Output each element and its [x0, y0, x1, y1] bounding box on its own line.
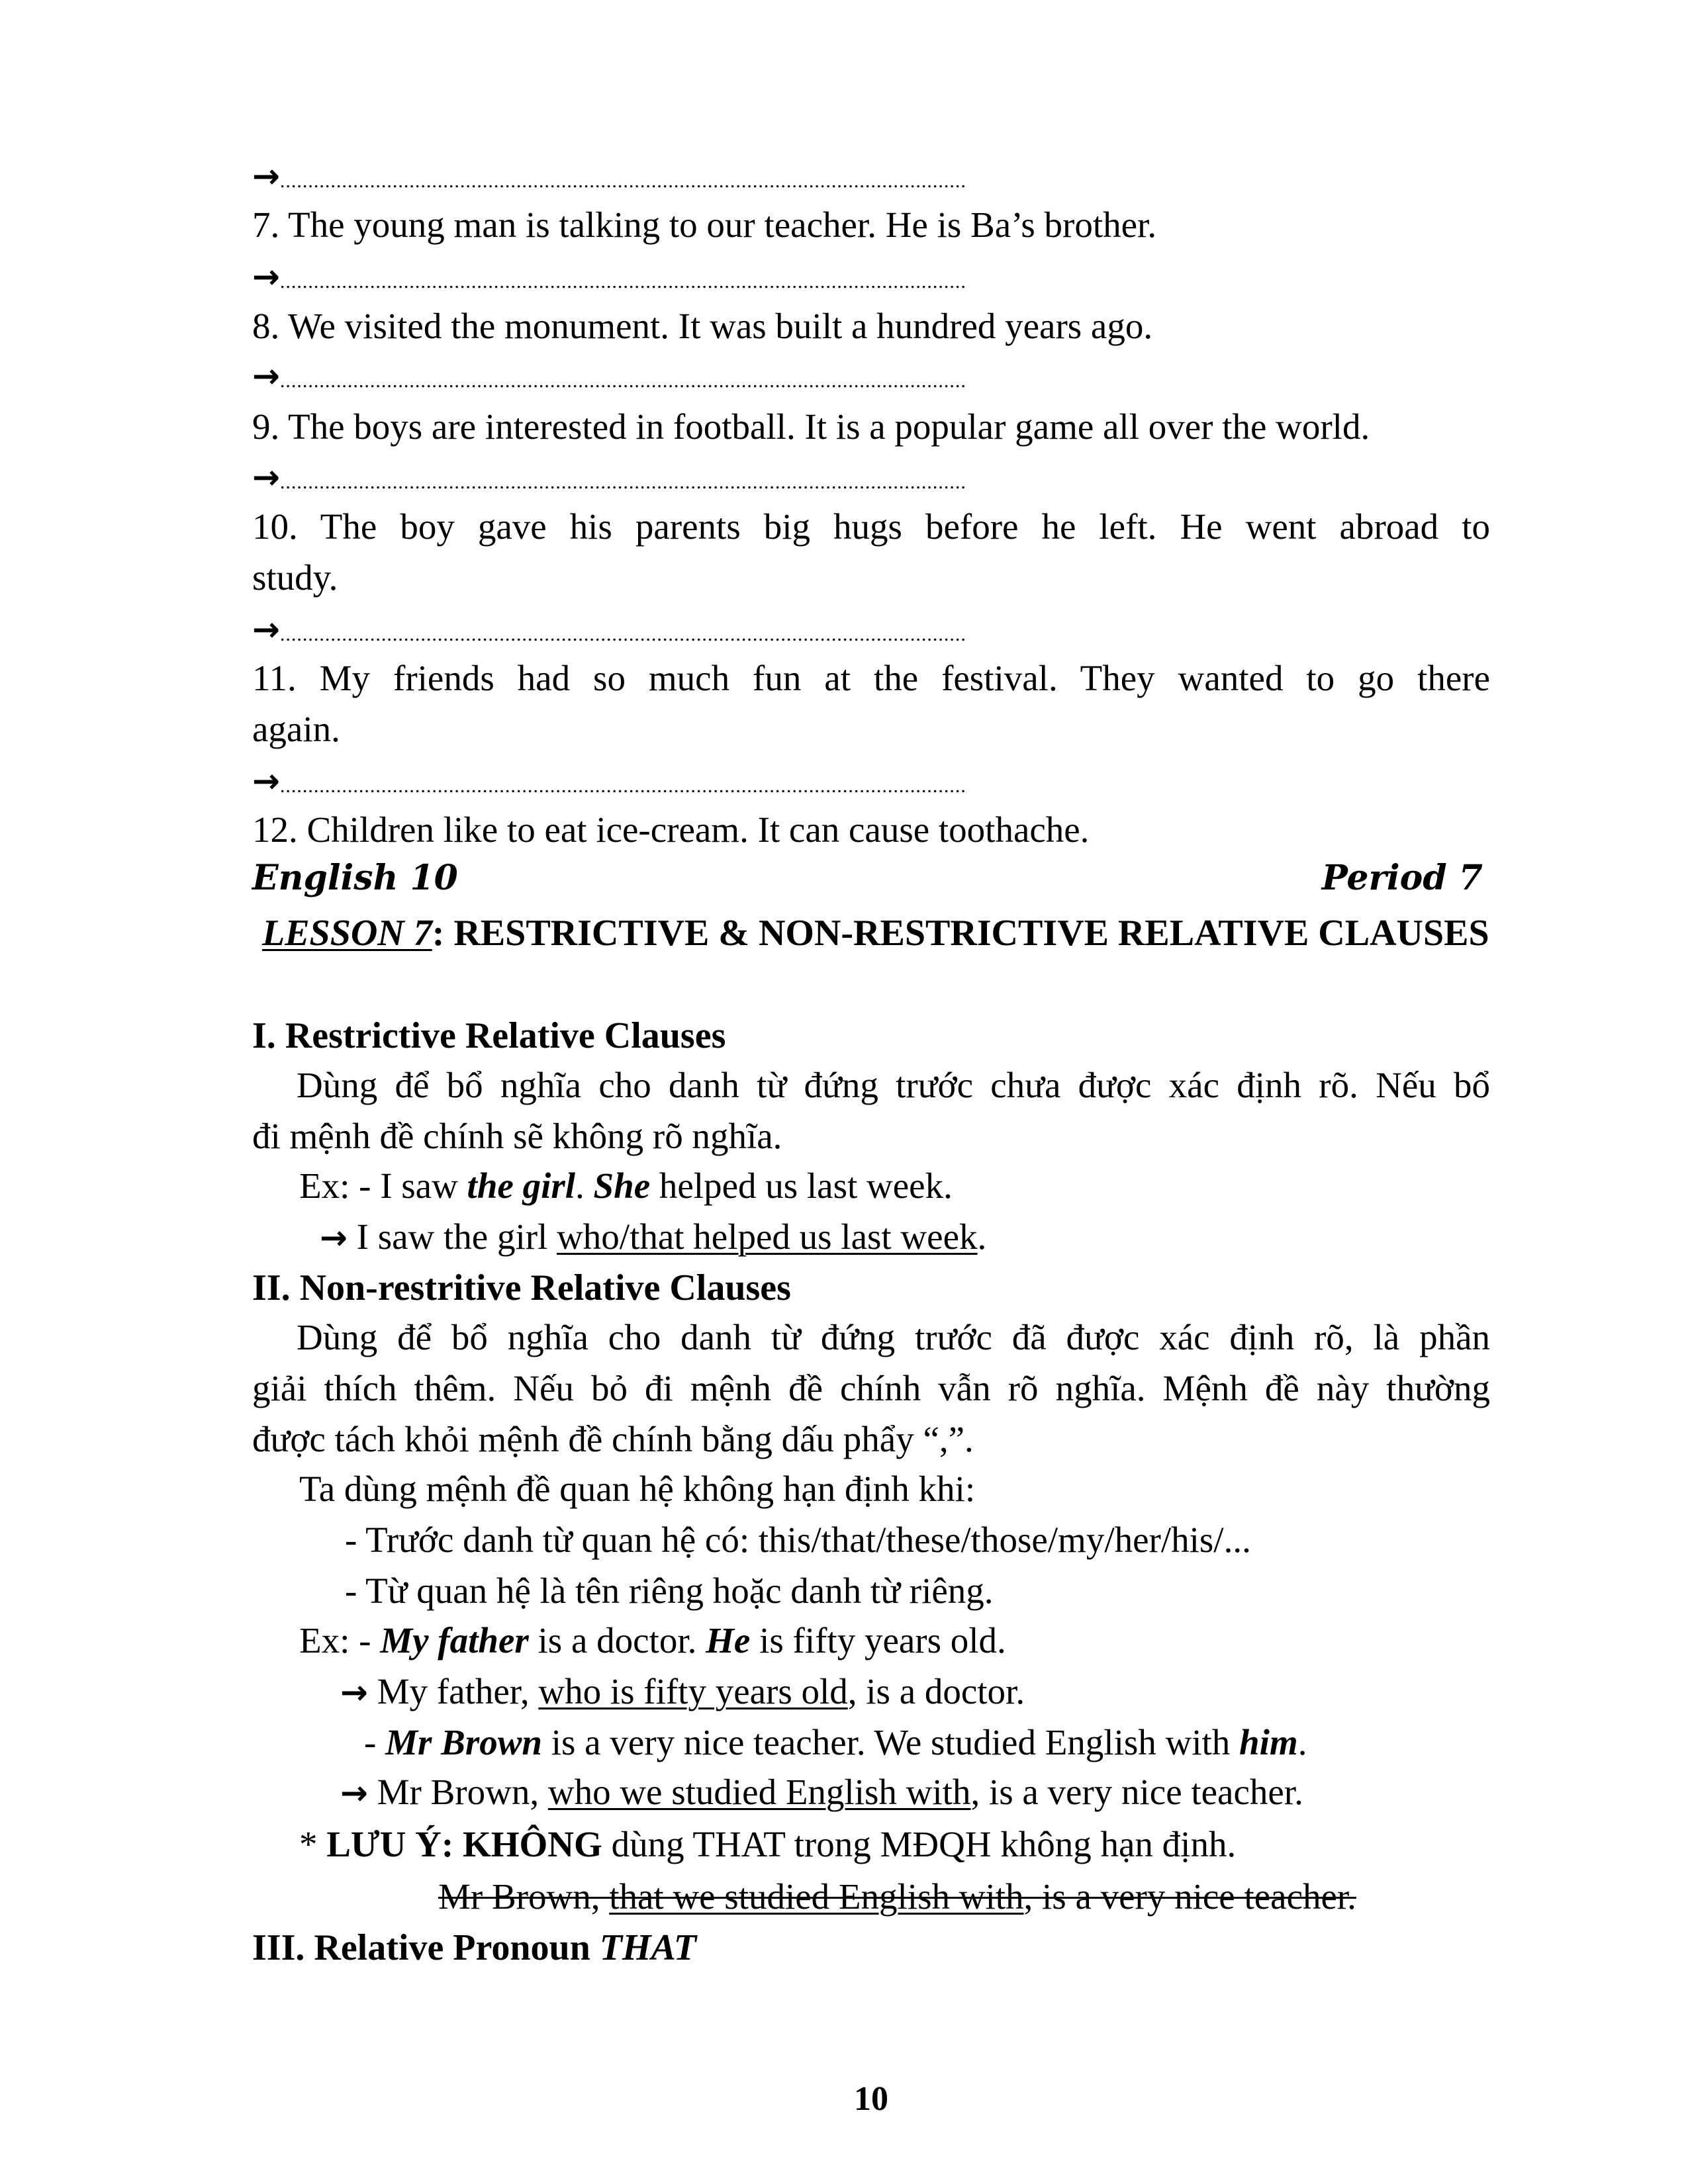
- text: Ex: -: [299, 1620, 381, 1661]
- note: [299, 1821, 1236, 1868]
- section-2-usage: Ta dùng mệnh đề quan hệ không hạn định khi:: [299, 1469, 976, 1509]
- exercise-10-cont: study.: [252, 557, 338, 598]
- arrow-icon: →: [252, 157, 280, 195]
- note-label: LƯU Ý: KHÔNG: [326, 1824, 602, 1864]
- course-label: English 10: [252, 858, 458, 898]
- emphasis: My father: [380, 1620, 529, 1661]
- section-1-para-cont: đi mệnh đề chính sẽ không rõ nghĩa.: [252, 1116, 782, 1156]
- section-2-example-2: [364, 1719, 1307, 1766]
- exercise-11-cont: again.: [252, 709, 340, 749]
- section-1-heading: I. Restrictive Relative Clauses: [252, 1015, 726, 1056]
- relative-clause: that we studied English with: [609, 1876, 1024, 1917]
- exercise-9: 9. The boys are interested in football. It is a popular game all over the world.: [252, 406, 1370, 447]
- text: , is a very nice teacher.: [1023, 1876, 1356, 1917]
- page-number: 10: [854, 2080, 888, 2118]
- section-2-example-1: [299, 1617, 1006, 1664]
- arrow-icon: →: [252, 257, 280, 296]
- arrow-icon: →: [252, 610, 280, 649]
- section-2-answer-2: [340, 1769, 1303, 1816]
- arrow-icon: →: [320, 1218, 348, 1257]
- relative-clause: who we studied English with: [547, 1772, 971, 1812]
- lesson-label: LESSON 7: [262, 913, 432, 954]
- section-2-para-cont2: được tách khỏi mệnh đề chính bằng dấu phẩy “,”.: [252, 1419, 974, 1459]
- exercise-11: 11. My friends had so much fun at the festival. They wanted to go there: [252, 658, 1490, 698]
- emphasis: Mr Brown: [385, 1722, 542, 1762]
- usage-bullet: - Trước danh từ quan hệ có: this/that/these/those/my/her/his/...: [345, 1520, 1251, 1560]
- text: .: [575, 1165, 594, 1206]
- emphasis: him: [1239, 1722, 1298, 1762]
- text: , is a very nice teacher.: [970, 1772, 1303, 1812]
- text: Ex: - I saw: [299, 1165, 467, 1206]
- arrow-icon: →: [340, 1673, 368, 1711]
- emphasis: He: [706, 1620, 751, 1661]
- relative-clause: who is fifty years old: [538, 1671, 848, 1711]
- arrow-icon: →: [252, 458, 280, 496]
- section-2-para: Dùng để bổ nghĩa cho danh từ đứng trước đã được xác định rõ, là phần: [297, 1317, 1490, 1357]
- answer-dots: ..........................................................................................................................: [279, 775, 966, 797]
- text: Mr Brown,: [438, 1876, 610, 1917]
- answer-dots: ..........................................................................................................................: [279, 170, 966, 192]
- section-2-heading: II. Non-restritive Relative Clauses: [252, 1267, 791, 1308]
- answer-line[interactable]: [252, 352, 966, 404]
- lesson-name: RESTRICTIVE & NON-RESTRICTIVE RELATIVE CLAUSES: [444, 913, 1489, 954]
- arrow-icon: →: [252, 762, 280, 800]
- answer-line[interactable]: [252, 757, 966, 809]
- exercise-7: 7. The young man is talking to our teacher. He is Ba’s brother.: [252, 205, 1157, 245]
- text: helped us last week.: [650, 1165, 953, 1206]
- text: dùng THAT trong MĐQH không hạn định.: [602, 1824, 1237, 1864]
- exercise-12: 12. Children like to eat ice-cream. It can cause toothache.: [252, 809, 1090, 850]
- text: .: [1297, 1722, 1307, 1762]
- exercise-8: 8. We visited the monument. It was built a hundred years ago.: [252, 306, 1153, 346]
- answer-dots: ..........................................................................................................................: [279, 370, 966, 392]
- lesson-colon: :: [432, 913, 445, 954]
- incorrect-example: [438, 1874, 1356, 1920]
- section-1-answer: [320, 1214, 986, 1261]
- text: I saw the girl: [347, 1216, 557, 1257]
- answer-line[interactable]: [252, 152, 966, 205]
- period-label: Period 7: [1321, 858, 1483, 898]
- section-1-example: [299, 1163, 953, 1209]
- text: .: [977, 1216, 987, 1257]
- section-2-para-cont: giải thích thêm. Nếu bỏ đi mệnh đề chính vẫn rõ nghĩa. Mệnh đề này thường: [252, 1368, 1490, 1408]
- answer-line[interactable]: [252, 453, 966, 506]
- arrow-icon: →: [252, 357, 280, 395]
- arrow-icon: →: [340, 1774, 368, 1812]
- text: , is a doctor.: [847, 1671, 1025, 1711]
- section-1-para: Dùng để bổ nghĩa cho danh từ đứng trước chưa được xác định rõ. Nếu bổ: [297, 1065, 1490, 1105]
- emphasis: THAT: [599, 1927, 697, 1968]
- text: -: [364, 1722, 386, 1762]
- emphasis: the girl: [467, 1165, 576, 1206]
- lesson-title: [262, 910, 1489, 956]
- answer-dots: ..........................................................................................................................: [279, 623, 966, 645]
- relative-clause: who/that helped us last week: [557, 1216, 978, 1257]
- answer-dots: ..........................................................................................................................: [279, 471, 966, 493]
- emphasis: She: [593, 1165, 651, 1206]
- text: is a doctor.: [528, 1620, 706, 1661]
- answer-line[interactable]: [252, 606, 966, 658]
- section-3-heading: [252, 1925, 696, 1971]
- text: Mr Brown,: [367, 1772, 548, 1812]
- text: III. Relative Pronoun: [252, 1927, 600, 1968]
- text: is a very nice teacher. We studied English with: [542, 1722, 1240, 1762]
- answer-line[interactable]: [252, 253, 966, 305]
- text: *: [299, 1824, 327, 1864]
- exercise-10: 10. The boy gave his parents big hugs before he left. He went abroad to: [252, 506, 1490, 547]
- text: is fifty years old.: [750, 1620, 1006, 1661]
- text: My father,: [367, 1671, 539, 1711]
- usage-bullet: - Từ quan hệ là tên riêng hoặc danh từ riêng.: [345, 1570, 994, 1611]
- answer-dots: ..........................................................................................................................: [279, 271, 966, 293]
- section-2-answer-1: [340, 1668, 1025, 1715]
